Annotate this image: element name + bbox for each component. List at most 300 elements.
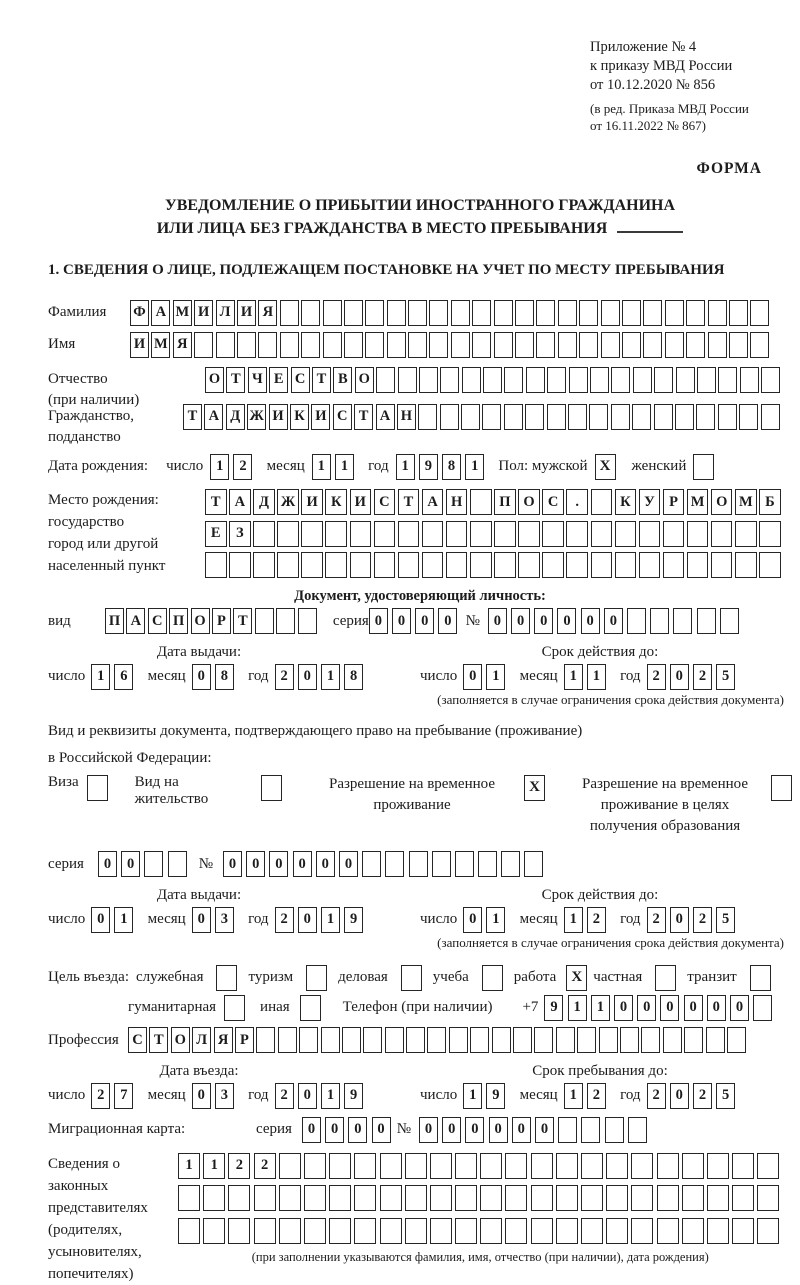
char-cell[interactable]: 0 [442, 1117, 461, 1143]
purpose-official-checkbox[interactable] [216, 965, 237, 991]
char-cell[interactable] [429, 300, 448, 326]
char-cell[interactable] [757, 1185, 779, 1211]
char-cell[interactable] [611, 367, 630, 393]
char-cell[interactable]: 0 [269, 851, 288, 877]
char-cell[interactable] [706, 1027, 725, 1053]
char-cell[interactable]: М [687, 489, 709, 515]
char-cell[interactable]: 0 [581, 608, 600, 634]
char-cell[interactable]: 0 [192, 907, 211, 933]
char-cell[interactable] [708, 332, 727, 358]
char-cell[interactable]: 0 [415, 608, 434, 634]
char-cell[interactable] [579, 300, 598, 326]
char-cell[interactable] [430, 1218, 452, 1244]
char-cell[interactable]: 0 [369, 608, 388, 634]
char-cell[interactable] [599, 1027, 618, 1053]
char-cell[interactable] [556, 1218, 578, 1244]
char-cell[interactable] [663, 1027, 682, 1053]
char-cell[interactable] [255, 608, 274, 634]
char-cell[interactable]: 2 [587, 1083, 606, 1109]
char-cell[interactable]: И [301, 489, 323, 515]
char-cell[interactable] [299, 1027, 318, 1053]
char-cell[interactable] [432, 851, 451, 877]
char-cell[interactable] [682, 1185, 704, 1211]
char-cell[interactable] [470, 552, 492, 578]
char-cell[interactable] [374, 521, 396, 547]
char-cell[interactable]: 1 [591, 995, 610, 1021]
char-cell[interactable] [194, 332, 213, 358]
char-cell[interactable]: И [269, 404, 288, 430]
char-cell[interactable]: 1 [321, 1083, 340, 1109]
char-cell[interactable]: С [333, 404, 352, 430]
char-cell[interactable]: 7 [114, 1083, 133, 1109]
char-cell[interactable] [342, 1027, 361, 1053]
char-cell[interactable]: К [615, 489, 637, 515]
char-cell[interactable]: 9 [344, 1083, 363, 1109]
char-cell[interactable]: 2 [647, 907, 666, 933]
char-cell[interactable]: 2 [275, 1083, 294, 1109]
char-cell[interactable]: 0 [298, 1083, 317, 1109]
char-cell[interactable] [665, 300, 684, 326]
char-cell[interactable] [654, 367, 673, 393]
char-cell[interactable]: А [229, 489, 251, 515]
char-cell[interactable] [494, 552, 516, 578]
char-cell[interactable] [451, 332, 470, 358]
char-cell[interactable] [350, 552, 372, 578]
char-cell[interactable] [505, 1218, 527, 1244]
char-cell[interactable] [256, 1027, 275, 1053]
char-cell[interactable]: 0 [339, 851, 358, 877]
char-cell[interactable]: 5 [716, 664, 735, 690]
char-cell[interactable] [525, 404, 544, 430]
char-cell[interactable] [581, 1153, 603, 1179]
char-cell[interactable]: 0 [489, 1117, 508, 1143]
char-cell[interactable] [657, 1185, 679, 1211]
char-cell[interactable] [329, 1218, 351, 1244]
char-cell[interactable] [178, 1185, 200, 1211]
char-cell[interactable]: 5 [716, 1083, 735, 1109]
char-cell[interactable]: О [205, 367, 224, 393]
char-cell[interactable]: О [171, 1027, 190, 1053]
char-cell[interactable]: 2 [91, 1083, 110, 1109]
char-cell[interactable]: 2 [233, 454, 252, 480]
char-cell[interactable] [472, 332, 491, 358]
char-cell[interactable]: О [711, 489, 733, 515]
char-cell[interactable]: 1 [564, 907, 583, 933]
female-checkbox[interactable] [693, 454, 714, 480]
char-cell[interactable] [298, 608, 317, 634]
char-cell[interactable]: 2 [275, 664, 294, 690]
char-cell[interactable] [376, 367, 395, 393]
char-cell[interactable]: 0 [535, 1117, 554, 1143]
char-cell[interactable] [483, 367, 502, 393]
char-cell[interactable] [531, 1218, 553, 1244]
char-cell[interactable] [350, 521, 372, 547]
char-cell[interactable]: Д [253, 489, 275, 515]
char-cell[interactable] [515, 332, 534, 358]
char-cell[interactable] [258, 332, 277, 358]
char-cell[interactable]: И [237, 300, 256, 326]
char-cell[interactable] [606, 1218, 628, 1244]
char-cell[interactable]: Ч [248, 367, 267, 393]
char-cell[interactable]: И [350, 489, 372, 515]
char-cell[interactable] [323, 300, 342, 326]
char-cell[interactable] [494, 332, 513, 358]
char-cell[interactable] [686, 300, 705, 326]
char-cell[interactable] [697, 367, 716, 393]
char-cell[interactable] [697, 608, 716, 634]
char-cell[interactable]: 2 [693, 907, 712, 933]
char-cell[interactable] [229, 552, 251, 578]
char-cell[interactable] [639, 521, 661, 547]
char-cell[interactable]: 1 [321, 907, 340, 933]
char-cell[interactable] [732, 1153, 754, 1179]
char-cell[interactable] [461, 404, 480, 430]
purpose-business-checkbox[interactable] [401, 965, 422, 991]
char-cell[interactable]: С [148, 608, 167, 634]
char-cell[interactable]: 5 [716, 907, 735, 933]
char-cell[interactable] [203, 1218, 225, 1244]
char-cell[interactable] [641, 1027, 660, 1053]
char-cell[interactable] [720, 608, 739, 634]
char-cell[interactable] [455, 1185, 477, 1211]
char-cell[interactable] [480, 1153, 502, 1179]
char-cell[interactable] [732, 1185, 754, 1211]
char-cell[interactable]: М [735, 489, 757, 515]
char-cell[interactable]: 0 [91, 907, 110, 933]
char-cell[interactable] [408, 332, 427, 358]
char-cell[interactable]: П [169, 608, 188, 634]
char-cell[interactable] [505, 1153, 527, 1179]
char-cell[interactable]: Я [258, 300, 277, 326]
char-cell[interactable] [643, 300, 662, 326]
char-cell[interactable]: 0 [670, 1083, 689, 1109]
char-cell[interactable] [304, 1218, 326, 1244]
char-cell[interactable]: И [311, 404, 330, 430]
char-cell[interactable] [279, 1185, 301, 1211]
char-cell[interactable]: 0 [392, 608, 411, 634]
char-cell[interactable] [650, 608, 669, 634]
char-cell[interactable]: 2 [693, 1083, 712, 1109]
char-cell[interactable]: Н [446, 489, 468, 515]
temporary-residence-checkbox[interactable]: X [524, 775, 545, 801]
char-cell[interactable] [380, 1153, 402, 1179]
char-cell[interactable] [409, 851, 428, 877]
char-cell[interactable] [556, 1027, 575, 1053]
char-cell[interactable] [205, 552, 227, 578]
char-cell[interactable]: 0 [511, 608, 530, 634]
char-cell[interactable] [531, 1153, 553, 1179]
char-cell[interactable] [757, 1218, 779, 1244]
char-cell[interactable]: 1 [486, 907, 505, 933]
char-cell[interactable]: Д [226, 404, 245, 430]
char-cell[interactable] [446, 552, 468, 578]
char-cell[interactable]: Т [233, 608, 252, 634]
residence-permit-checkbox[interactable] [261, 775, 282, 801]
char-cell[interactable]: 0 [438, 608, 457, 634]
char-cell[interactable] [711, 552, 733, 578]
char-cell[interactable]: 0 [637, 995, 656, 1021]
char-cell[interactable] [581, 1218, 603, 1244]
char-cell[interactable]: 0 [557, 608, 576, 634]
char-cell[interactable]: 9 [344, 907, 363, 933]
char-cell[interactable]: 0 [463, 907, 482, 933]
char-cell[interactable] [380, 1185, 402, 1211]
char-cell[interactable] [422, 552, 444, 578]
char-cell[interactable]: С [291, 367, 310, 393]
char-cell[interactable] [606, 1153, 628, 1179]
char-cell[interactable]: Ж [247, 404, 266, 430]
char-cell[interactable]: А [204, 404, 223, 430]
char-cell[interactable]: 1 [312, 454, 331, 480]
char-cell[interactable] [753, 995, 772, 1021]
visa-checkbox[interactable] [87, 775, 108, 801]
char-cell[interactable] [344, 300, 363, 326]
char-cell[interactable] [301, 521, 323, 547]
char-cell[interactable] [601, 300, 620, 326]
char-cell[interactable] [344, 332, 363, 358]
char-cell[interactable]: 1 [114, 907, 133, 933]
char-cell[interactable]: П [494, 489, 516, 515]
char-cell[interactable]: Т [354, 404, 373, 430]
char-cell[interactable] [385, 851, 404, 877]
char-cell[interactable]: О [191, 608, 210, 634]
char-cell[interactable] [430, 1185, 452, 1211]
char-cell[interactable] [380, 1218, 402, 1244]
char-cell[interactable]: М [151, 332, 170, 358]
char-cell[interactable] [277, 552, 299, 578]
char-cell[interactable] [643, 332, 662, 358]
char-cell[interactable] [216, 332, 235, 358]
char-cell[interactable]: Е [205, 521, 227, 547]
char-cell[interactable] [278, 1027, 297, 1053]
char-cell[interactable] [735, 552, 757, 578]
char-cell[interactable]: 1 [568, 995, 587, 1021]
char-cell[interactable]: 0 [604, 608, 623, 634]
char-cell[interactable] [354, 1185, 376, 1211]
char-cell[interactable] [761, 367, 780, 393]
char-cell[interactable]: Б [759, 489, 781, 515]
purpose-work-checkbox[interactable]: X [566, 965, 587, 991]
char-cell[interactable] [518, 521, 540, 547]
char-cell[interactable] [620, 1027, 639, 1053]
char-cell[interactable]: М [173, 300, 192, 326]
char-cell[interactable]: 0 [348, 1117, 367, 1143]
char-cell[interactable] [591, 489, 613, 515]
char-cell[interactable] [558, 300, 577, 326]
male-checkbox[interactable]: X [595, 454, 616, 480]
char-cell[interactable]: 0 [660, 995, 679, 1021]
char-cell[interactable] [354, 1218, 376, 1244]
purpose-study-checkbox[interactable] [482, 965, 503, 991]
char-cell[interactable] [455, 1218, 477, 1244]
char-cell[interactable]: 0 [372, 1117, 391, 1143]
char-cell[interactable] [547, 404, 566, 430]
char-cell[interactable] [228, 1185, 250, 1211]
char-cell[interactable]: 1 [335, 454, 354, 480]
char-cell[interactable] [547, 367, 566, 393]
char-cell[interactable]: 1 [321, 664, 340, 690]
char-cell[interactable]: 0 [534, 608, 553, 634]
char-cell[interactable] [276, 608, 295, 634]
char-cell[interactable] [589, 404, 608, 430]
char-cell[interactable]: Я [173, 332, 192, 358]
char-cell[interactable] [480, 1185, 502, 1211]
char-cell[interactable]: Т [149, 1027, 168, 1053]
char-cell[interactable]: 0 [670, 907, 689, 933]
char-cell[interactable]: 9 [419, 454, 438, 480]
char-cell[interactable]: 2 [275, 907, 294, 933]
char-cell[interactable] [440, 367, 459, 393]
char-cell[interactable]: 0 [488, 608, 507, 634]
char-cell[interactable] [590, 367, 609, 393]
char-cell[interactable] [707, 1218, 729, 1244]
char-cell[interactable] [329, 1185, 351, 1211]
char-cell[interactable] [622, 300, 641, 326]
char-cell[interactable] [627, 608, 646, 634]
char-cell[interactable]: 1 [564, 664, 583, 690]
char-cell[interactable] [581, 1117, 600, 1143]
char-cell[interactable] [687, 521, 709, 547]
char-cell[interactable] [387, 300, 406, 326]
char-cell[interactable] [301, 552, 323, 578]
char-cell[interactable] [657, 1218, 679, 1244]
char-cell[interactable] [427, 1027, 446, 1053]
char-cell[interactable]: 0 [98, 851, 117, 877]
char-cell[interactable] [675, 404, 694, 430]
char-cell[interactable]: 2 [587, 907, 606, 933]
char-cell[interactable] [430, 1153, 452, 1179]
char-cell[interactable]: 0 [325, 1117, 344, 1143]
char-cell[interactable]: 1 [564, 1083, 583, 1109]
char-cell[interactable] [237, 332, 256, 358]
char-cell[interactable]: Р [212, 608, 231, 634]
char-cell[interactable] [277, 521, 299, 547]
char-cell[interactable] [323, 332, 342, 358]
char-cell[interactable] [325, 552, 347, 578]
char-cell[interactable] [577, 1027, 596, 1053]
char-cell[interactable]: А [376, 404, 395, 430]
char-cell[interactable] [631, 1153, 653, 1179]
char-cell[interactable] [504, 404, 523, 430]
char-cell[interactable] [253, 521, 275, 547]
char-cell[interactable]: К [325, 489, 347, 515]
char-cell[interactable] [707, 1185, 729, 1211]
char-cell[interactable]: 2 [647, 664, 666, 690]
char-cell[interactable]: В [333, 367, 352, 393]
char-cell[interactable]: А [422, 489, 444, 515]
char-cell[interactable] [422, 521, 444, 547]
char-cell[interactable]: 8 [215, 664, 234, 690]
char-cell[interactable] [203, 1185, 225, 1211]
char-cell[interactable]: 0 [293, 851, 312, 877]
char-cell[interactable] [304, 1185, 326, 1211]
char-cell[interactable] [711, 521, 733, 547]
char-cell[interactable] [501, 851, 520, 877]
char-cell[interactable]: О [518, 489, 540, 515]
char-cell[interactable] [531, 1185, 553, 1211]
char-cell[interactable]: 1 [210, 454, 229, 480]
char-cell[interactable] [696, 404, 715, 430]
char-cell[interactable]: Р [235, 1027, 254, 1053]
char-cell[interactable] [750, 332, 769, 358]
char-cell[interactable] [579, 332, 598, 358]
char-cell[interactable]: З [229, 521, 251, 547]
char-cell[interactable]: 0 [614, 995, 633, 1021]
char-cell[interactable] [665, 332, 684, 358]
char-cell[interactable] [727, 1027, 746, 1053]
char-cell[interactable]: 8 [442, 454, 461, 480]
char-cell[interactable] [682, 1153, 704, 1179]
char-cell[interactable]: 0 [246, 851, 265, 877]
char-cell[interactable] [405, 1185, 427, 1211]
char-cell[interactable]: 1 [587, 664, 606, 690]
char-cell[interactable]: А [151, 300, 170, 326]
char-cell[interactable]: 0 [512, 1117, 531, 1143]
char-cell[interactable]: И [194, 300, 213, 326]
char-cell[interactable] [558, 332, 577, 358]
char-cell[interactable] [418, 404, 437, 430]
char-cell[interactable] [605, 1117, 624, 1143]
char-cell[interactable]: С [542, 489, 564, 515]
char-cell[interactable] [363, 1027, 382, 1053]
char-cell[interactable] [301, 300, 320, 326]
char-cell[interactable] [398, 367, 417, 393]
char-cell[interactable]: 0 [707, 995, 726, 1021]
char-cell[interactable] [633, 367, 652, 393]
char-cell[interactable] [472, 300, 491, 326]
char-cell[interactable] [739, 404, 758, 430]
char-cell[interactable] [606, 1185, 628, 1211]
purpose-private-checkbox[interactable] [655, 965, 676, 991]
purpose-humanitarian-checkbox[interactable] [224, 995, 245, 1021]
char-cell[interactable] [687, 552, 709, 578]
char-cell[interactable]: 0 [298, 907, 317, 933]
char-cell[interactable] [144, 851, 163, 877]
char-cell[interactable] [405, 1218, 427, 1244]
char-cell[interactable] [718, 404, 737, 430]
char-cell[interactable] [611, 404, 630, 430]
temporary-residence-education-checkbox[interactable] [771, 775, 792, 801]
char-cell[interactable]: 8 [344, 664, 363, 690]
char-cell[interactable] [321, 1027, 340, 1053]
char-cell[interactable]: 1 [486, 664, 505, 690]
char-cell[interactable] [515, 300, 534, 326]
char-cell[interactable] [735, 521, 757, 547]
char-cell[interactable] [566, 552, 588, 578]
char-cell[interactable] [228, 1218, 250, 1244]
purpose-tourism-checkbox[interactable] [306, 965, 327, 991]
char-cell[interactable] [684, 1027, 703, 1053]
char-cell[interactable] [398, 552, 420, 578]
char-cell[interactable]: Я [214, 1027, 233, 1053]
char-cell[interactable] [740, 367, 759, 393]
char-cell[interactable] [470, 521, 492, 547]
char-cell[interactable] [398, 521, 420, 547]
char-cell[interactable]: 0 [419, 1117, 438, 1143]
char-cell[interactable] [682, 1218, 704, 1244]
char-cell[interactable] [365, 332, 384, 358]
char-cell[interactable] [254, 1218, 276, 1244]
char-cell[interactable] [569, 367, 588, 393]
char-cell[interactable]: О [355, 367, 374, 393]
char-cell[interactable]: 1 [91, 664, 110, 690]
char-cell[interactable] [449, 1027, 468, 1053]
char-cell[interactable] [455, 1153, 477, 1179]
purpose-transit-checkbox[interactable] [750, 965, 771, 991]
char-cell[interactable] [440, 404, 459, 430]
char-cell[interactable] [654, 404, 673, 430]
char-cell[interactable]: А [126, 608, 145, 634]
